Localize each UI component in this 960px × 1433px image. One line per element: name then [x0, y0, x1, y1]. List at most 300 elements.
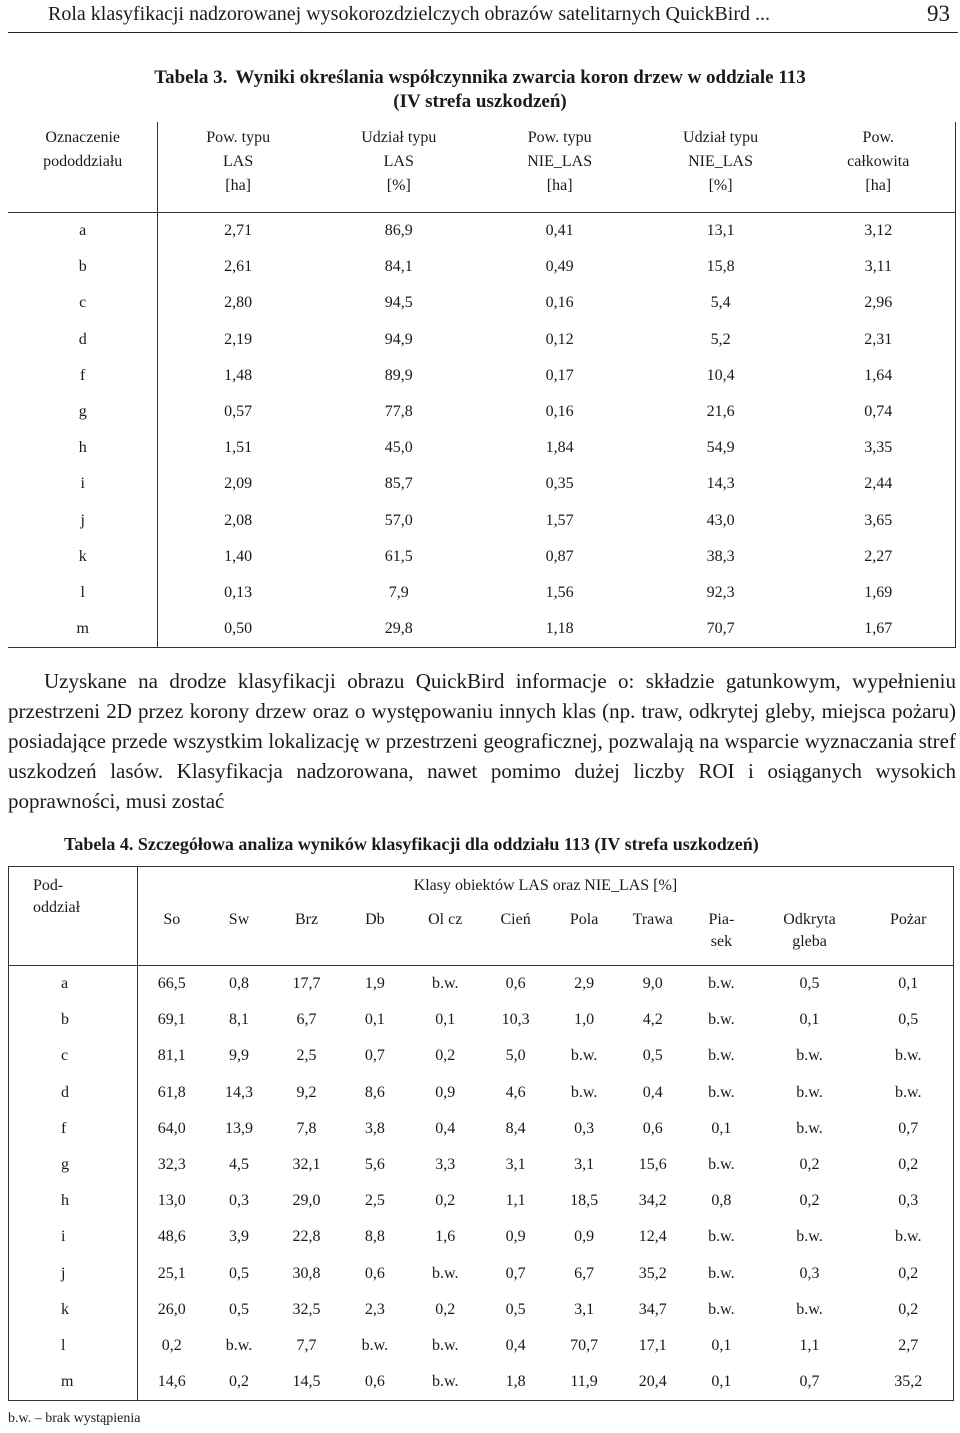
subdivision-cell: i [9, 1219, 138, 1255]
table4-cell: 0,2 [898, 1300, 919, 1318]
table4-header-cell [409, 905, 481, 966]
table3-cell: 0,87 [545, 547, 574, 565]
table4-cell: 17,7 [292, 975, 321, 993]
table4-cell: 0,5 [898, 1011, 919, 1029]
body-text: Uzyskane na drodze klasyfikacji obrazu QuickBird informacje o: składzie gatunkowym, wypełnieniu przestrzeni 2D przez korony drzew oraz o występowaniu innych klas (np. traw, odkrytej gleby, miejsca pożaru) posiadające przede wszystkim lokalizację w przestrzeni geograficznej, pozwalają na wsparcie wyznaczania stref uszkodzeń lasów. Klasyfikacja nadzorowana, nawet pomimo dużej liczby ROI i osiąganych wysokich poprawności, musi zostać [8, 669, 956, 813]
subdivision-cell: c [8, 285, 158, 321]
table4-cell: 0,2 [435, 1047, 456, 1065]
table3-cell: 14,3 [706, 475, 735, 493]
table3-cell: 5,4 [710, 294, 731, 312]
table4-cell: 0,2 [229, 1373, 250, 1391]
table4-row [9, 1111, 954, 1147]
table4-cell: 0,1 [898, 975, 919, 993]
table4-cell: b.w. [708, 975, 735, 993]
table3-row [8, 466, 956, 502]
table3-cell: 86,9 [384, 222, 413, 240]
table4-cell: 2,5 [364, 1192, 385, 1210]
table4-cell: 8,1 [229, 1011, 250, 1029]
subdivision-cell: l [9, 1328, 138, 1364]
table4-cell: 2,3 [364, 1300, 385, 1318]
table3-cell: 0,35 [545, 475, 574, 493]
table4-header-cell [618, 905, 687, 966]
table4-cell: 22,8 [292, 1228, 321, 1246]
table4-cell: 0,5 [505, 1300, 526, 1318]
table3-header-cell [802, 122, 956, 213]
table3-cell: 0,12 [545, 330, 574, 348]
table4-cell: b.w. [894, 1228, 922, 1246]
table3-cell: 85,7 [384, 475, 413, 493]
subdivision-cell: i [8, 466, 158, 502]
body-paragraph [8, 666, 956, 816]
table4-cell: 0,1 [435, 1011, 456, 1029]
table4-cell: 9,9 [229, 1047, 250, 1065]
subdivision-cell: k [8, 539, 158, 575]
table4-row [9, 1038, 954, 1074]
table4-cell: 70,7 [570, 1336, 599, 1354]
table3-cell: 0,50 [224, 620, 253, 638]
table3-row [8, 430, 956, 466]
table3-row [8, 285, 956, 321]
subdivision-cell: m [8, 611, 158, 648]
subdivision-cell: f [8, 358, 158, 394]
table4-row [9, 966, 954, 1003]
header-line: [%] [386, 177, 411, 194]
table3-cell: 1,67 [802, 611, 956, 648]
table3-cell: 57,0 [384, 511, 413, 529]
table4-cell: 1,8 [505, 1373, 526, 1391]
table4-cell: 14,6 [157, 1373, 186, 1391]
header-line: Udział typu [361, 129, 437, 146]
table3-cell: 38,3 [706, 547, 735, 565]
table3-row [8, 394, 956, 430]
table4-cell: b.w. [431, 1373, 459, 1391]
table3-cell: 2,27 [802, 539, 956, 575]
table4-cell: 66,5 [157, 975, 186, 993]
header-line: NIE_LAS [527, 153, 593, 170]
subdivision-cell: f [9, 1111, 138, 1147]
table3-header-cell [480, 122, 640, 213]
table4-cell: b.w. [361, 1336, 389, 1354]
table4-cell: b.w. [431, 975, 459, 993]
subdivision-cell: b [8, 249, 158, 285]
table4-cell: 2,9 [574, 975, 595, 993]
subdivision-cell: k [9, 1292, 138, 1328]
table4-cell: b.w. [796, 1228, 823, 1246]
table3-cell: 45,0 [384, 439, 413, 457]
table4-cell: 32,3 [157, 1156, 186, 1174]
header-line: Pola [569, 911, 599, 928]
table3-cell: 94,9 [384, 330, 413, 348]
table3-caption [0, 66, 960, 114]
table3-cell: 29,8 [384, 620, 413, 638]
table4-cell: 3,1 [505, 1156, 526, 1174]
table3-cell: 5,2 [710, 330, 731, 348]
table3-cell: 0,41 [545, 222, 574, 240]
table3-cell: 54,9 [706, 439, 735, 457]
table4-cell: 0,1 [711, 1373, 732, 1391]
header-line: całkowita [847, 153, 910, 170]
table4-cell: 6,7 [296, 1011, 317, 1029]
table4-cell: 0,5 [799, 975, 820, 993]
table4-cell: 30,8 [292, 1264, 321, 1282]
table4-cell: 0,7 [898, 1119, 919, 1137]
table4-cell: 0,2 [161, 1336, 182, 1354]
header-line: [ha] [865, 177, 892, 194]
table3-row [8, 322, 956, 358]
subdivision-cell: j [9, 1256, 138, 1292]
table4-cell: 64,0 [157, 1119, 186, 1137]
subdivision-cell: d [9, 1075, 138, 1111]
table4-cell: b.w. [894, 1083, 922, 1101]
table4-cell: 0,1 [711, 1119, 732, 1137]
table3-title-line2: (IV strefa uszkodzeń) [393, 91, 567, 112]
table3-cell: 3,12 [802, 213, 956, 250]
table3-row [8, 503, 956, 539]
table4-row [9, 1075, 954, 1111]
table3-cell: 0,17 [545, 366, 574, 384]
table3-row [8, 249, 956, 285]
table4-cell: 7,8 [296, 1119, 317, 1137]
table4-cell: 0,7 [364, 1047, 385, 1065]
table4-cell: 10,3 [501, 1011, 530, 1029]
table3-cell: 1,48 [224, 366, 253, 384]
table4-cell: 5,0 [505, 1047, 526, 1065]
table4-cell: b.w. [708, 1047, 735, 1065]
table3-cell: 3,35 [802, 430, 956, 466]
table3-row [8, 575, 956, 611]
table3-cell: 2,44 [802, 466, 956, 502]
table3 [8, 122, 956, 648]
header-line: [ha] [546, 177, 573, 194]
table3-cell: 0,13 [224, 583, 253, 601]
table4-cell: 0,2 [898, 1156, 919, 1174]
table4-cell: b.w. [894, 1047, 922, 1065]
table3-cell: 2,71 [224, 222, 253, 240]
table3-cell: 1,84 [545, 439, 574, 457]
table4-cell: 1,9 [364, 975, 385, 993]
table4-cell: b.w. [708, 1011, 735, 1029]
table3-cell: 61,5 [384, 547, 413, 565]
table4-header-cell [137, 905, 205, 966]
table4-cell: 26,0 [157, 1300, 186, 1318]
header-line: Oznaczenie [45, 129, 121, 146]
table4-cell: b.w. [708, 1228, 735, 1246]
header-line: Pow. typu [527, 129, 592, 146]
header-line: Cień [500, 911, 531, 928]
table3-cell: 92,3 [706, 583, 735, 601]
table3-cell: 94,5 [384, 294, 413, 312]
table4-cell: b.w. [431, 1264, 459, 1282]
table4-cell: 0,8 [711, 1192, 732, 1210]
corner-line2: oddział [33, 899, 81, 916]
table4-header-cell [206, 905, 273, 966]
table4-cell: 0,2 [799, 1156, 820, 1174]
table3-row [8, 213, 956, 250]
table4-cell: b.w. [431, 1336, 459, 1354]
subdivision-cell: h [9, 1183, 138, 1219]
header-line: [%] [708, 177, 733, 194]
table4-cell: b.w. [570, 1083, 598, 1101]
table4-cell: 0,5 [642, 1047, 663, 1065]
header-line: Pow. typu [206, 129, 271, 146]
table3-cell: 84,1 [384, 258, 413, 276]
table4-cell: 18,5 [570, 1192, 599, 1210]
table3-cell: 89,9 [384, 366, 413, 384]
table3-cell: 2,31 [802, 322, 956, 358]
running-title: Rola klasyfikacji nadzorowanej wysokorozdzielczych obrazów satelitarnych QuickBird ... [48, 3, 770, 25]
table4-cell: 3,1 [574, 1156, 595, 1174]
table4-cell: 61,8 [157, 1083, 186, 1101]
table4-cell: b.w. [796, 1300, 823, 1318]
table4-cell: 0,9 [435, 1083, 456, 1101]
table4-cell: 1,6 [435, 1228, 456, 1246]
table4-cell: b.w. [708, 1083, 735, 1101]
header-line: sek [710, 933, 733, 950]
table4-caption: Tabela 4. Szczegółowa analiza wyników klasyfikacji dla oddziału 113 (IV strefa uszkodzeń) [64, 834, 759, 854]
table3-cell: 15,8 [706, 258, 735, 276]
table4-header-cell [863, 905, 953, 966]
table4-cell: 3,3 [435, 1156, 456, 1174]
header-line: Pia- [708, 911, 735, 928]
table4-row [9, 1256, 954, 1292]
table4-cell: 4,2 [642, 1011, 663, 1029]
table4-cell: 3,9 [229, 1228, 250, 1246]
header-line: So [163, 911, 181, 928]
table4-cell: 0,2 [435, 1192, 456, 1210]
table3-cell: 1,18 [545, 620, 574, 638]
subdivision-cell: g [9, 1147, 138, 1183]
table4-row [9, 1002, 954, 1038]
subdivision-cell: a [9, 966, 138, 1003]
table3-cell: 7,9 [388, 583, 409, 601]
table4-cell: 20,4 [638, 1373, 667, 1391]
table4-cell: 0,4 [642, 1083, 663, 1101]
table4-header-cell [756, 905, 864, 966]
table3-cell: 77,8 [384, 403, 413, 421]
table4-cell: b.w. [708, 1264, 735, 1282]
table4-cell: 69,1 [157, 1011, 186, 1029]
table3-cell: 1,57 [545, 511, 574, 529]
table4-cell: 35,2 [894, 1373, 923, 1391]
running-head [8, 0, 958, 33]
table3-cell: 0,74 [802, 394, 956, 430]
table4-cell: 34,2 [638, 1192, 667, 1210]
table4-cell: 0,5 [229, 1300, 250, 1318]
table4-cell: 0,4 [435, 1119, 456, 1137]
table4-cell: 35,2 [638, 1264, 667, 1282]
table4-cell: 8,6 [364, 1083, 385, 1101]
table4-header-cell [272, 905, 340, 966]
header-line: Pożar [890, 911, 927, 928]
table4-cell: 2,5 [296, 1047, 317, 1065]
table3-cell: 1,51 [224, 439, 253, 457]
header-line: Pow. [862, 129, 894, 146]
table4-row [9, 1328, 954, 1364]
table3-cell: 2,80 [224, 294, 253, 312]
table3-header-cell [318, 122, 480, 213]
table4-row [9, 1219, 954, 1255]
table4-cell: 11,9 [570, 1373, 598, 1391]
table4-cell: 12,4 [638, 1228, 667, 1246]
table3-cell: 2,08 [224, 511, 253, 529]
table4-cell: 1,1 [505, 1192, 526, 1210]
table4-cell: 32,1 [292, 1156, 321, 1174]
table3-cell: 1,56 [545, 583, 574, 601]
table4-cell: 0,6 [364, 1373, 385, 1391]
table3-header-cell [640, 122, 802, 213]
table4-cell: 0,7 [799, 1373, 820, 1391]
table4-cell: 0,2 [435, 1300, 456, 1318]
table4-cell: 5,6 [364, 1156, 385, 1174]
table3-cell: 0,57 [224, 403, 253, 421]
table4-cell: 0,9 [505, 1228, 526, 1246]
table4-cell: b.w. [796, 1083, 823, 1101]
table4-row [9, 1183, 954, 1219]
table4-cell: 25,1 [157, 1264, 186, 1282]
table4-cell: 17,1 [638, 1336, 667, 1354]
footnote: b.w. – brak wystąpienia [8, 1411, 141, 1426]
table4-cell: 4,6 [505, 1083, 526, 1101]
table3-cell: 1,69 [802, 575, 956, 611]
table4-cell: 15,6 [638, 1156, 667, 1174]
header-line: Udział typu [683, 129, 759, 146]
table4-cell: 0,4 [505, 1336, 526, 1354]
table4-cell: 34,7 [638, 1300, 667, 1318]
table4-group-header: Klasy obiektów LAS oraz NIE_LAS [%] [413, 877, 678, 894]
table3-header-cell [158, 122, 318, 213]
table4-cell: 0,6 [364, 1264, 385, 1282]
table4-cell: 2,7 [898, 1336, 919, 1354]
table4-cell: 29,0 [292, 1192, 321, 1210]
table4-cell: 1,1 [799, 1336, 820, 1354]
table4-cell: 0,1 [799, 1011, 820, 1029]
header-line: pododdziału [43, 153, 123, 170]
table3-cell: 43,0 [706, 511, 735, 529]
header-line: LAS [383, 153, 414, 170]
table3-cell: 1,64 [802, 358, 956, 394]
table4-cell: 8,4 [505, 1119, 526, 1137]
table4-cell: 0,3 [229, 1192, 250, 1210]
table4-cell: 0,3 [898, 1192, 919, 1210]
table4 [8, 866, 954, 1401]
table3-cell: 2,61 [224, 258, 253, 276]
table4-cell: 14,5 [292, 1373, 321, 1391]
table4-cell: 0,3 [574, 1119, 595, 1137]
table4-cell: 0,1 [364, 1011, 385, 1029]
table4-cell: 0,7 [505, 1264, 526, 1282]
table3-cell: 3,65 [802, 503, 956, 539]
table3-title-line1: Wyniki określania współczynnika zwarcia koron drzew w oddziale 113 [235, 67, 806, 88]
table4-header-cell [481, 905, 550, 966]
table4-cell: 0,1 [711, 1336, 732, 1354]
subdivision-cell: h [8, 430, 158, 466]
table4-header-cell [687, 905, 755, 966]
table4-cell: 0,8 [229, 975, 250, 993]
table3-cell: 2,19 [224, 330, 253, 348]
page-number: 93 [927, 1, 950, 26]
header-line: LAS [223, 153, 254, 170]
table4-cell: 3,1 [574, 1300, 595, 1318]
subdivision-cell: b [9, 1002, 138, 1038]
table4-cell: 48,6 [157, 1228, 186, 1246]
table3-cell: 13,1 [706, 222, 735, 240]
table4-row [9, 1292, 954, 1328]
table3-cell: 70,7 [706, 620, 735, 638]
header-line: Ol cz [428, 911, 463, 928]
subdivision-cell: a [8, 213, 158, 250]
table4-cell: 0,9 [574, 1228, 595, 1246]
table4-cell: 4,5 [229, 1156, 250, 1174]
subdivision-cell: c [9, 1038, 138, 1074]
table4-corner-header [9, 867, 138, 966]
table4-cell: 13,9 [225, 1119, 254, 1137]
table4-cell: 8,8 [364, 1228, 385, 1246]
header-line: Db [365, 911, 385, 928]
table4-cell: 32,5 [292, 1300, 321, 1318]
table4-cell: 3,8 [364, 1119, 385, 1137]
table4-cell: 9,2 [296, 1083, 317, 1101]
header-line: gleba [792, 933, 827, 950]
header-line: Sw [228, 911, 250, 928]
subdivision-cell: m [9, 1364, 138, 1401]
table4-cell: 9,0 [642, 975, 663, 993]
table4-cell: 0,2 [799, 1192, 820, 1210]
table3-cell: 2,09 [224, 475, 253, 493]
subdivision-cell: j [8, 503, 158, 539]
table4-row [9, 1364, 954, 1401]
table4-cell: 7,7 [296, 1336, 317, 1354]
table4-cell: 0,6 [505, 975, 526, 993]
table4-cell: 6,7 [574, 1264, 595, 1282]
table4-cell: b.w. [796, 1047, 823, 1065]
table3-label: Tabela 3. [154, 67, 228, 88]
table4-row [9, 1147, 954, 1183]
table4-cell: 0,2 [898, 1264, 919, 1282]
table3-row [8, 539, 956, 575]
table3-cell: 10,4 [706, 366, 735, 384]
table3-row [8, 611, 956, 648]
table4-cell: b.w. [796, 1119, 823, 1137]
subdivision-cell: d [8, 322, 158, 358]
header-line: Trawa [632, 911, 673, 928]
header-line: Odkryta [783, 911, 836, 928]
table3-header-cell [8, 122, 158, 213]
table3-cell: 1,40 [224, 547, 253, 565]
table3-cell: 0,16 [545, 403, 574, 421]
table4-cell: 13,0 [157, 1192, 186, 1210]
subdivision-cell: g [8, 394, 158, 430]
table3-cell: 21,6 [706, 403, 735, 421]
table4-cell: 81,1 [157, 1047, 186, 1065]
table4-cell: 1,0 [574, 1011, 595, 1029]
subdivision-cell: l [8, 575, 158, 611]
table3-cell: 3,11 [802, 249, 956, 285]
table4-cell: b.w. [708, 1156, 735, 1174]
table3-row [8, 358, 956, 394]
table3-cell: 0,49 [545, 258, 574, 276]
table4-cell: b.w. [708, 1300, 735, 1318]
table3-cell: 0,16 [545, 294, 574, 312]
table4-cell: 0,5 [229, 1264, 250, 1282]
header-line: Brz [294, 911, 319, 928]
table3-cell: 2,96 [802, 285, 956, 321]
table4-cell: 14,3 [225, 1083, 254, 1101]
table4-cell: b.w. [570, 1047, 598, 1065]
table4-cell: 0,3 [799, 1264, 820, 1282]
table4-cell: 0,6 [642, 1119, 663, 1137]
table4-cell: b.w. [225, 1336, 253, 1354]
table4-header-cell [550, 905, 618, 966]
